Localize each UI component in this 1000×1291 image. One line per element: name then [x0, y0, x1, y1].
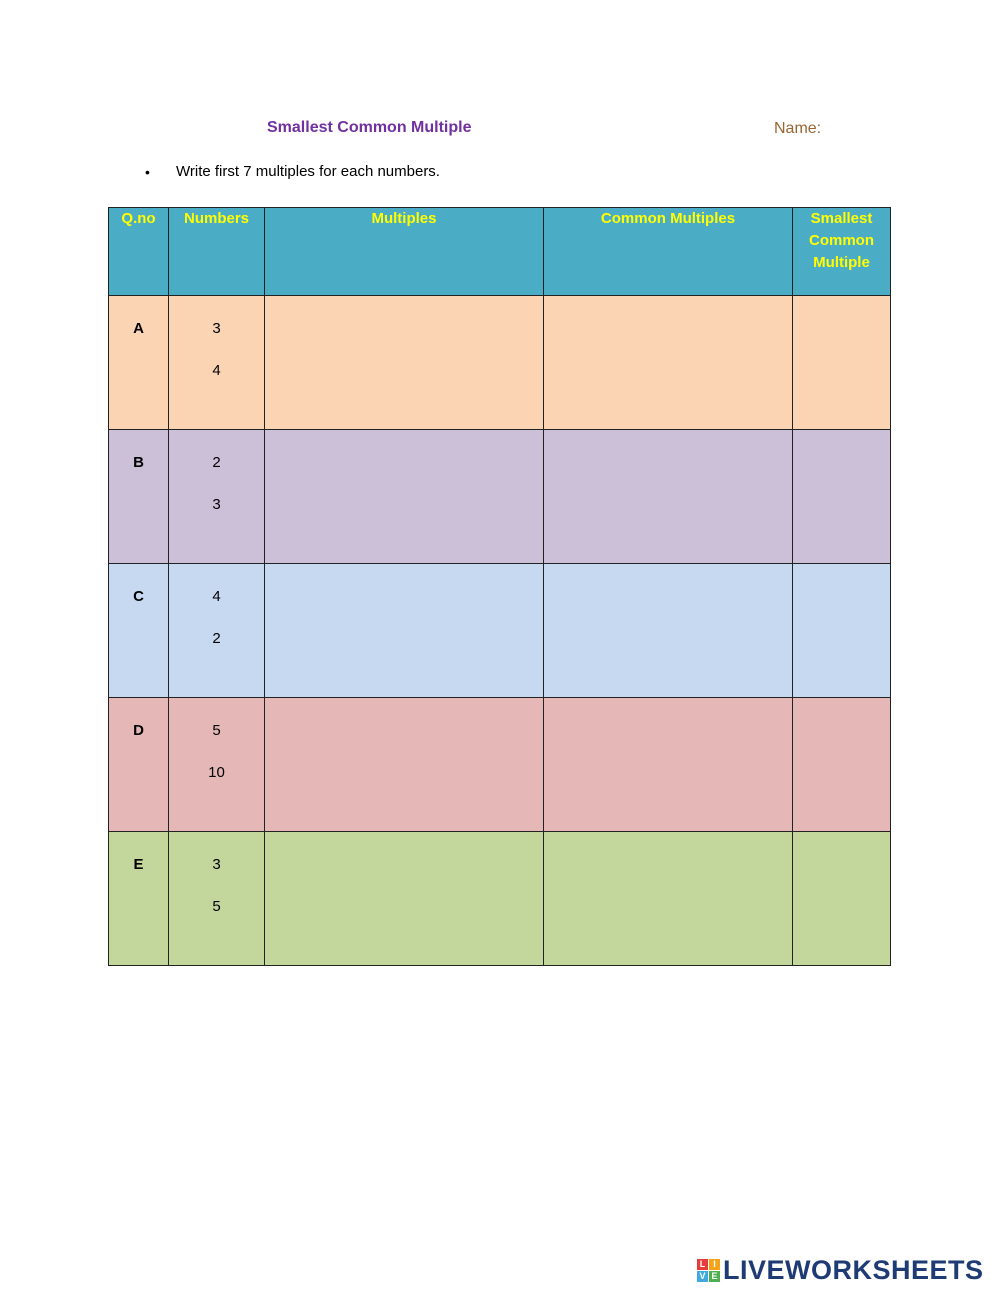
column-header-smallest-common-multiple: Smallest Common Multiple [793, 208, 891, 296]
name-label: Name: [774, 120, 822, 137]
column-header-numbers: Numbers [169, 208, 265, 296]
numbers-cell [169, 296, 265, 430]
qno-cell: D [109, 698, 169, 832]
common-multiples-answer-cell[interactable] [544, 698, 793, 832]
qno-cell: A [109, 296, 169, 430]
column-header-common-multiples: Common Multiples [544, 208, 793, 296]
smallest-common-multiple-answer-cell[interactable] [793, 296, 891, 430]
logo-letter: I [709, 1259, 720, 1270]
table-row [109, 430, 891, 564]
common-multiples-answer-cell[interactable] [544, 832, 793, 966]
bullet-icon: • [145, 163, 150, 180]
number-value: 4 [212, 362, 221, 379]
multiples-answer-cell[interactable] [265, 430, 544, 564]
liveworksheets-logo [697, 1255, 984, 1286]
common-multiples-answer-cell[interactable] [544, 564, 793, 698]
table-row [109, 564, 891, 698]
smallest-common-multiple-answer-cell[interactable] [793, 430, 891, 564]
table-row [109, 296, 891, 430]
smallest-common-multiple-answer-cell[interactable] [793, 564, 891, 698]
numbers-cell [169, 832, 265, 966]
table-row [109, 832, 891, 966]
logo-letter: L [697, 1259, 708, 1270]
smallest-common-multiple-answer-cell[interactable] [793, 832, 891, 966]
instruction-text: Write first 7 multiples for each numbers. [176, 163, 440, 180]
qno-cell: C [109, 564, 169, 698]
qno-cell: B [109, 430, 169, 564]
number-value: 4 [212, 588, 221, 605]
smallest-common-multiple-answer-cell[interactable] [793, 698, 891, 832]
number-value: 3 [212, 856, 221, 873]
table-row [109, 698, 891, 832]
logo-text: LIVEWORKSHEETS [723, 1255, 984, 1285]
multiples-answer-cell[interactable] [265, 698, 544, 832]
common-multiples-answer-cell[interactable] [544, 430, 793, 564]
number-value: 2 [212, 630, 221, 647]
multiples-answer-cell[interactable] [265, 832, 544, 966]
number-value: 3 [212, 496, 221, 513]
column-header-qno: Q.no [109, 208, 169, 296]
multiples-answer-cell[interactable] [265, 564, 544, 698]
multiples-table [108, 207, 891, 966]
numbers-cell [169, 430, 265, 564]
number-value: 5 [212, 898, 221, 915]
column-header-multiples: Multiples [265, 208, 544, 296]
numbers-cell [169, 564, 265, 698]
common-multiples-answer-cell[interactable] [544, 296, 793, 430]
worksheet-title: Smallest Common Multiple [267, 119, 472, 136]
logo-letter: E [709, 1271, 720, 1282]
multiples-answer-cell[interactable] [265, 296, 544, 430]
number-value: 2 [212, 454, 221, 471]
instruction [145, 163, 440, 180]
number-value: 3 [212, 320, 221, 337]
logo-letter: V [697, 1271, 708, 1282]
number-value: 5 [212, 722, 221, 739]
qno-cell: E [109, 832, 169, 966]
table-header-row [109, 208, 891, 296]
numbers-cell [169, 698, 265, 832]
number-value: 10 [208, 764, 225, 781]
logo-blocks-icon [697, 1259, 720, 1282]
